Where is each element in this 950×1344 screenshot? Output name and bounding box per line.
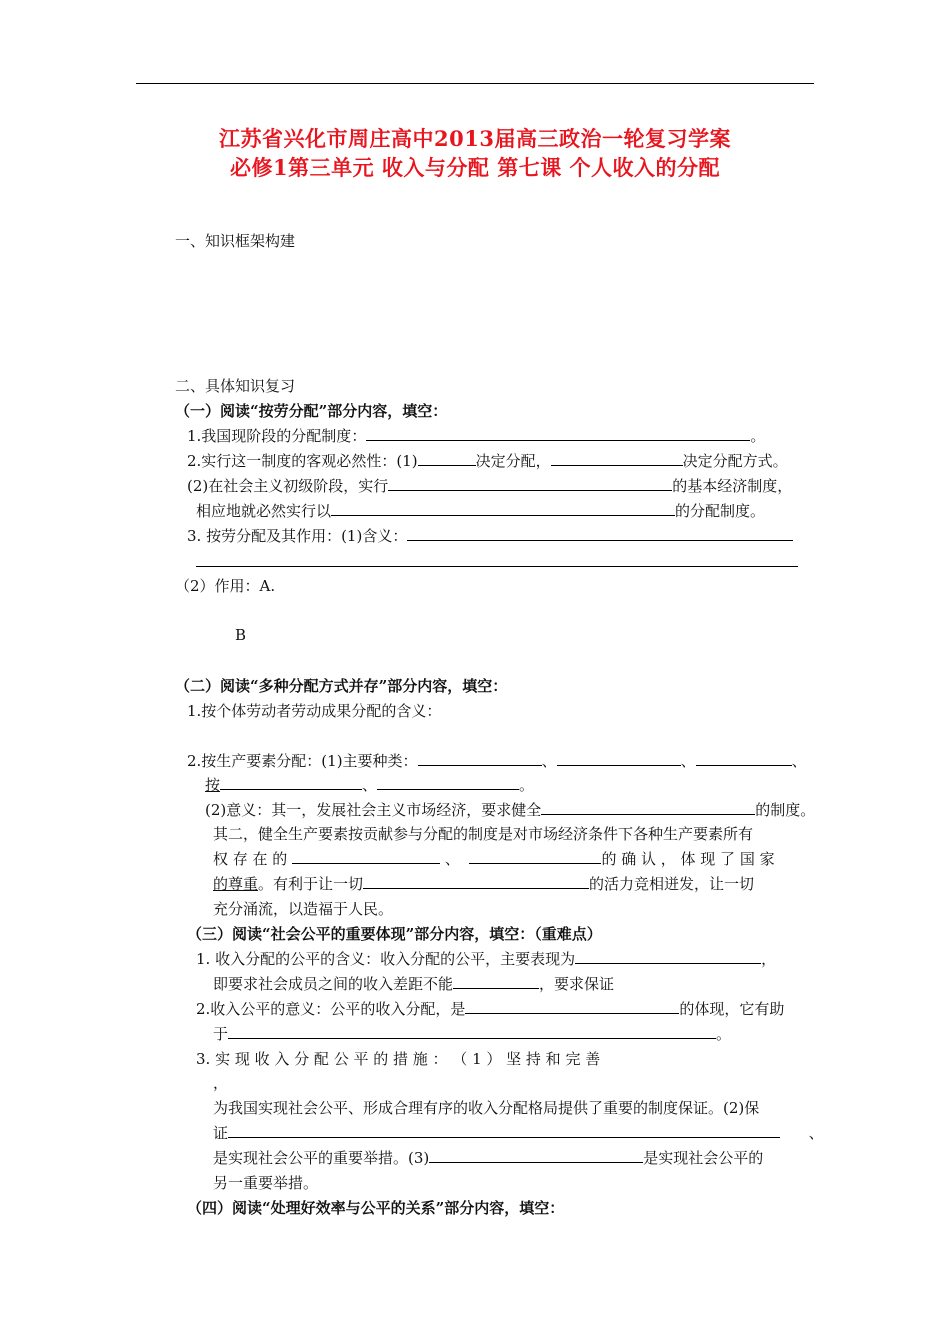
top-rule: [136, 83, 814, 84]
part2-q2-6: 充分涌流，以造福于人民。: [213, 900, 394, 918]
part2-q2-2: [205, 800, 815, 820]
part3-q3: 3. 实 现 收 入 分 配 公 平 的 措 施 ： （ 1 ） 坚 持 和 完 善: [196, 1050, 601, 1068]
part2-q2-an: 按: [205, 776, 221, 794]
part3-q1-2: [213, 974, 614, 994]
answer-blank-line[interactable]: [196, 566, 798, 567]
answer-blank[interactable]: [377, 775, 519, 790]
part2-q2-5-text-b: 。有利于让一切: [258, 875, 364, 893]
part2-q2-5: [213, 874, 754, 894]
part3-q3-4: [213, 1148, 763, 1168]
title-line-1: 江苏省兴化市周庄高中2013届高三政治一轮复习学案: [219, 126, 731, 151]
part1-q3-2: （2）作用：A.: [175, 577, 276, 595]
part3-q1-text-a: 1. 收入分配的公平的含义：收入分配的公平，主要表现为: [196, 950, 576, 968]
part1-q1: [187, 426, 765, 446]
punct: 、: [680, 752, 696, 770]
part3-q1-2-text-a: 即要求社会成员之间的收入差距不能: [213, 975, 454, 993]
part1-q3-b: B: [235, 626, 247, 644]
answer-blank[interactable]: [220, 775, 362, 790]
part3-q2: [196, 999, 784, 1019]
answer-blank[interactable]: [418, 451, 476, 466]
part1-q2-text-a: 2.实行这一制度的客观必然性：(1): [187, 452, 418, 470]
part3-q3-4-text-b: 是实现社会公平的: [643, 1149, 764, 1167]
part1-q2-2: [187, 476, 792, 496]
part2-q2-text: 2.按生产要素分配：(1)主要种类：: [187, 752, 418, 770]
punct: 。: [519, 776, 535, 794]
part2-q2-4-text-a: 权 存 在 的: [213, 850, 288, 868]
answer-blank[interactable]: [465, 999, 679, 1014]
part1-q2-text-b: 决定分配，: [475, 452, 551, 470]
punct: 、: [808, 1124, 824, 1142]
part2-heading: （二）阅读“多种分配方式并存”部分内容，填空：: [175, 677, 508, 695]
answer-blank[interactable]: [453, 974, 539, 989]
part1-q2: [187, 451, 788, 471]
punct: 、: [362, 776, 378, 794]
answer-blank[interactable]: [388, 476, 672, 491]
answer-blank[interactable]: [541, 800, 755, 815]
part3-q3-5: 另一重要举措。: [213, 1174, 319, 1192]
section-2-heading: 二、具体知识复习: [175, 377, 296, 395]
answer-blank[interactable]: [331, 501, 675, 516]
part3-q1: [196, 949, 776, 969]
answer-blank[interactable]: [575, 949, 761, 964]
punct: 。: [716, 1025, 732, 1043]
part1-heading: （一）阅读“按劳分配”部分内容，填空：: [175, 402, 448, 420]
answer-blank[interactable]: [469, 849, 601, 864]
title-line-2: 必修1第三单元 收入与分配 第七课 个人收入的分配: [229, 155, 721, 180]
part3-q3-3-text-a: 证: [213, 1124, 229, 1142]
part3-heading: （三）阅读“社会公平的重要体现”部分内容，填空：（重难点）: [187, 925, 602, 943]
part3-q2-text-b: 的体现，它有助: [679, 1000, 785, 1018]
punct: 、: [444, 850, 460, 868]
part3-q2-2: [213, 1024, 731, 1044]
part2-q2-2-text-a: (2)意义：其一，发展社会主义市场经济，要求健全: [205, 801, 542, 819]
punct: ，: [761, 950, 777, 968]
part2-q1: 1.按个体劳动者劳动成果分配的含义：: [187, 702, 442, 720]
part2-q2-5-text-a: 的尊重: [213, 875, 259, 893]
part3-q2-text-a: 2.收入公平的意义：公平的收入分配，是: [196, 1000, 466, 1018]
part3-q3-4-text-a: 是实现社会公平的重要举措。(3): [213, 1149, 430, 1167]
punct: 。: [750, 427, 766, 445]
part1-q1-label: 1.我国现阶段的分配制度：: [187, 427, 367, 445]
part1-q2-text-c: 决定分配方式。: [682, 452, 788, 470]
answer-blank[interactable]: [429, 1148, 643, 1163]
answer-blank[interactable]: [363, 874, 589, 889]
part2-q2-5-text-c: 的活力竞相迸发，让一切: [589, 875, 755, 893]
answer-blank[interactable]: [557, 751, 681, 766]
answer-blank[interactable]: [418, 751, 542, 766]
part2-q2-3: 其二，健全生产要素按贡献参与分配的制度是对市场经济条件下各种生产要素所有: [213, 825, 754, 843]
part3-q3-comma: ，: [213, 1074, 229, 1092]
answer-blank[interactable]: [407, 526, 793, 541]
part4-heading: （四）阅读“处理好效率与公平的关系”部分内容，填空：: [187, 1199, 565, 1217]
part1-q3: [187, 526, 793, 546]
part1-q2-3-text-a: 相应地就必然实行以: [196, 502, 332, 520]
part2-q2: [187, 751, 807, 771]
part2-q2-cont: [205, 775, 534, 795]
part2-q2-4-text-b: 的 确 认 ， 体 现 了 国 家: [601, 850, 775, 868]
answer-blank[interactable]: [551, 451, 683, 466]
punct: 、: [541, 752, 557, 770]
part2-q2-4: [213, 849, 775, 869]
punct: 、: [791, 752, 807, 770]
part3-q3-3: [213, 1123, 824, 1143]
answer-blank[interactable]: [366, 426, 750, 441]
answer-blank[interactable]: [696, 751, 792, 766]
part1-q2-3: [196, 501, 765, 521]
part1-q2-2-text-a: (2)在社会主义初级阶段，实行: [187, 477, 389, 495]
part3-q3-2: 为我国实现社会公平、形成合理有序的收入分配格局提供了重要的制度保证。(2)保: [213, 1099, 760, 1117]
part2-q2-2-text-b: 的制度。: [755, 801, 816, 819]
part1-q2-2-text-b: 的基本经济制度，: [672, 477, 793, 495]
part1-q2-3-text-b: 的分配制度。: [675, 502, 766, 520]
part3-q2-2-text-a: 于: [213, 1025, 229, 1043]
part3-q1-2-text-b: ，要求保证: [539, 975, 615, 993]
section-1-heading: 一、知识框架构建: [175, 232, 296, 250]
part1-q3-label: 3. 按劳分配及其作用：(1)含义：: [187, 527, 408, 545]
answer-blank[interactable]: [228, 1024, 716, 1039]
answer-blank[interactable]: [228, 1123, 780, 1138]
answer-blank[interactable]: [292, 849, 440, 864]
